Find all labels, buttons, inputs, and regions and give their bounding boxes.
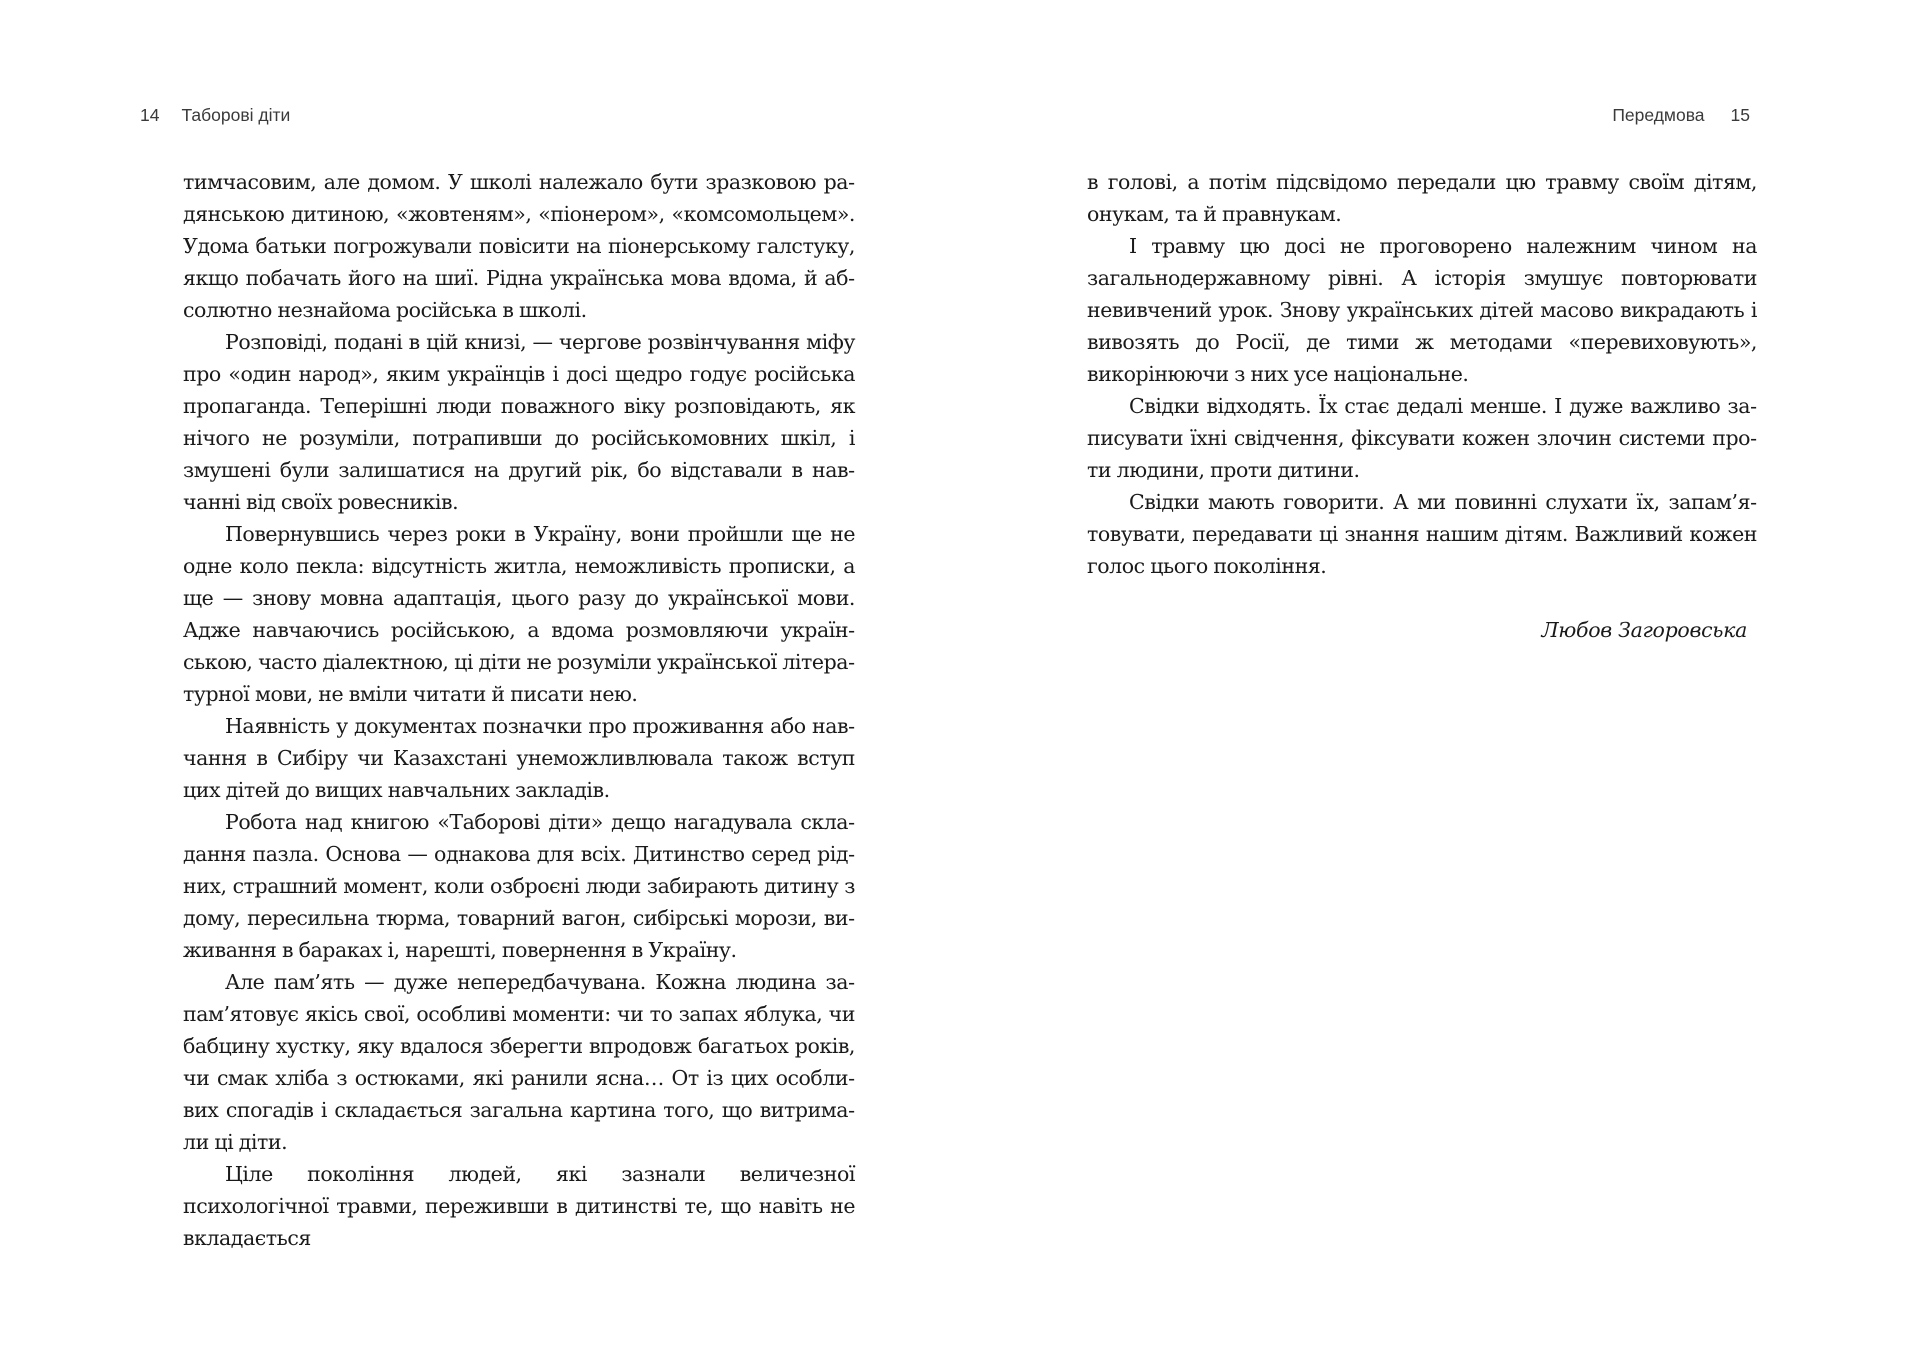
paragraph: в голові, а потім підсвідомо передали цю травму своїм дітям, онукам, та й правнукам. [1087, 170, 1757, 226]
book-title-header: Таборові діти [181, 105, 291, 125]
left-running-head [140, 104, 290, 126]
paragraph: Ціле покоління людей, які зазнали величезної психологічної травми, переживши в дитинстві те, що навіть не вкладається [183, 1162, 855, 1250]
page-number-left: 14 [140, 105, 160, 125]
paragraph: Робота над книгою «Таборові діти» дещо нагадувала складання пазла. Основа — однакова для всіх. Дитинство серед рідних, страшний момент, коли озброєні люди забирають дитину з дому, пересильна тюрма, товарний вагон, сибірські морози, виживання в бараках і, нарешті, повернення в Україну. [183, 810, 855, 962]
paragraph: Повернувшись через роки в Україну, вони пройшли ще не одне коло пекла: відсутність житла, неможливість прописки, а ще — знову мовна адаптація, цього разу до української мови. Адже навчаючись російською, а вдома розмовляючи українською, часто діалектною, ці діти не розуміли української літературної мови, не вміли читати й писати нею. [183, 522, 855, 706]
paragraph: тимчасовим, але домом. У школі належало бути зразковою радянською дитиною, «жовтеням», «піонером», «комсомольцем». Удома батьки погрожували повісити на піонерському галстуку, якщо побачать його на шиї. Рідна українська мова вдома, й абсолютно незнайома російська в школі. [183, 170, 855, 322]
left-body-text [183, 166, 855, 1254]
paragraph: І травму цю досі не проговорено належним чином на загальнодержавному рівні. А історія змушує повторювати невивчений урок. Знову українських дітей масово викрадають і вивозять до Росії, де тими ж методами «перевиховують», викорінюючи з них усе національне. [1087, 234, 1757, 386]
right-running-head [1612, 104, 1750, 126]
page-number-right: 15 [1730, 105, 1750, 125]
paragraph: Розповіді, подані в цій книзі, — чергове розвінчування міфу про «один народ», яким українців і досі щедро годує російська пропаганда. Теперішні люди поважного віку розповідають, як нічого не розуміли, потрапивши до російськомовних шкіл, і змушені були залишатися на другий рік, бо відставали в навчанні від своїх ровесників. [183, 330, 855, 514]
right-page [960, 0, 1920, 1349]
paragraph: Свідки відходять. Їх стає дедалі менше. І дуже важливо записувати їхні свідчення, фіксувати кожен злочин системи проти людини, проти дитини. [1087, 394, 1757, 482]
chapter-title-header: Передмова [1612, 105, 1705, 125]
right-body-text [1087, 166, 1757, 582]
author-signature: Любов Загоровська [1541, 618, 1747, 642]
paragraph: Свідки мають говорити. А ми повинні слухати їх, запам’ятовувати, передавати ці знання нашим дітям. Важливий кожен голос цього покоління. [1087, 490, 1757, 578]
paragraph: Наявність у документах позначки про проживання або навчання в Сибіру чи Казахстані унеможливлювала також вступ цих дітей до вищих навчальних закладів. [183, 714, 855, 802]
paragraph: Але пам’ять — дуже непередбачувана. Кожна людина запам’ятовує якісь свої, особливі моменти: чи то запах яблука, чи бабцину хустку, яку вдалося зберегти впродовж багатьох років, чи смак хліба з остюками, які ранили ясна… От із цих особливих спогадів і складається загальна картина того, що витримали ці діти. [183, 970, 855, 1154]
